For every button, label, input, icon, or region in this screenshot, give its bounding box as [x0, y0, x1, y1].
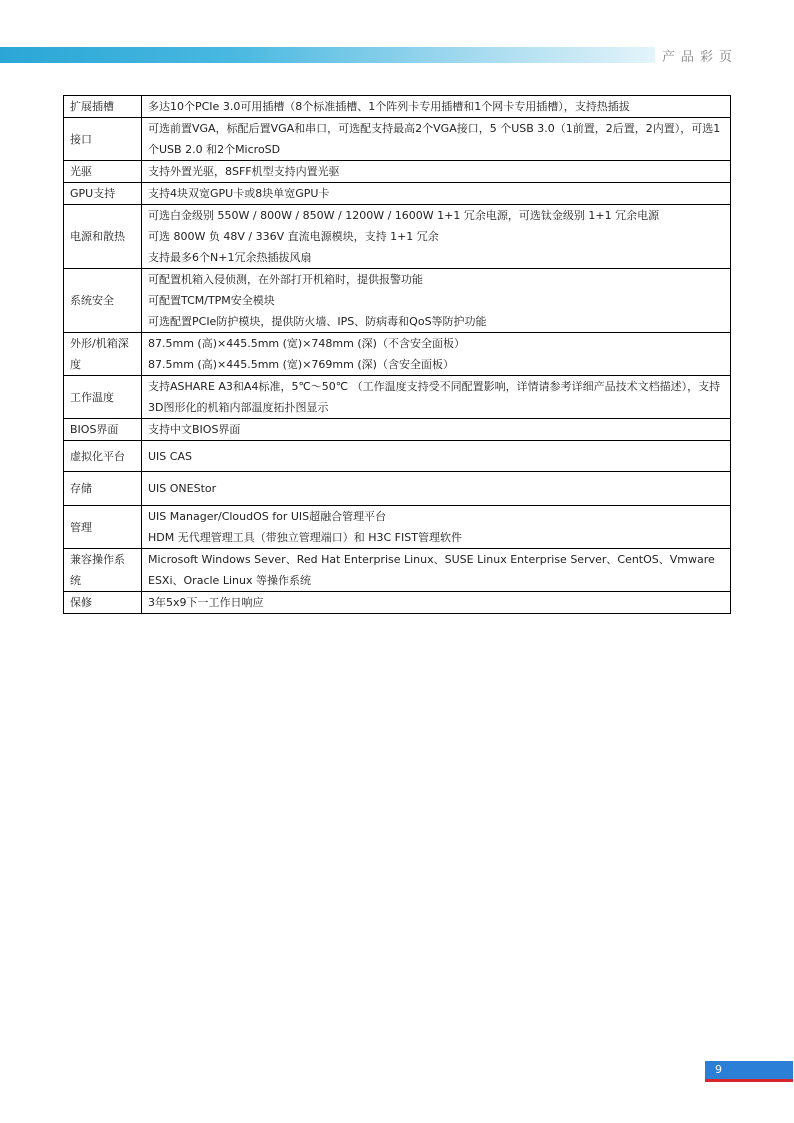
spec-value-line: UIS Manager/CloudOS for UIS超融合管理平台: [148, 510, 387, 523]
spec-value-line: UIS ONEStor: [148, 482, 217, 495]
spec-row: [64, 376, 731, 419]
page-header-title: 产品彩页: [662, 50, 739, 65]
spec-value-line: 支持最多6个N+1冗余热插拔风扇: [148, 251, 312, 264]
spec-label: 存储: [64, 472, 142, 506]
spec-value-line: 可选前置VGA，标配后置VGA和串口，可选配支持最高2个VGA接口，5 个USB 3.0（1前置，2后置，2内置），可选1个USB 2.0 和2个MicroSD: [148, 122, 721, 156]
spec-label: 接口: [64, 118, 142, 161]
spec-value-line: 可配置机箱入侵侦测，在外部打开机箱时，提供报警功能: [148, 273, 423, 286]
spec-value: [142, 376, 731, 419]
spec-value-line: 可选 800W 负 48V / 336V 直流电源模块，支持 1+1 冗余: [148, 230, 439, 243]
spec-row: [64, 506, 731, 549]
header-decor-bar: [0, 47, 655, 63]
spec-label: GPU支持: [64, 183, 142, 205]
spec-value: [142, 118, 731, 161]
spec-label: 兼容操作系统: [64, 549, 142, 592]
page-number-underline: [705, 1079, 793, 1082]
spec-row: [64, 183, 731, 205]
spec-label: 扩展插槽: [64, 96, 142, 118]
spec-row: [64, 269, 731, 333]
spec-label: 系统安全: [64, 269, 142, 333]
spec-value: [142, 419, 731, 441]
spec-row: [64, 161, 731, 183]
spec-value-line: 支持4块双宽GPU卡或8块单宽GPU卡: [148, 187, 330, 200]
spec-value: [142, 441, 731, 472]
spec-value: [142, 472, 731, 506]
spec-value: [142, 161, 731, 183]
spec-row: [64, 549, 731, 592]
spec-label: 虚拟化平台: [64, 441, 142, 472]
spec-value: [142, 183, 731, 205]
spec-value-line: HDM 无代理管理工具（带独立管理端口）和 H3C FIST管理软件: [148, 531, 462, 544]
spec-value-line: 87.5mm (高)×445.5mm (宽)×769mm (深)（含安全面板）: [148, 358, 454, 371]
spec-value-line: 87.5mm (高)×445.5mm (宽)×748mm (深)（不含安全面板）: [148, 337, 465, 350]
spec-label: 保修: [64, 592, 142, 614]
spec-value-line: 支持中文BIOS界面: [148, 423, 241, 436]
spec-row: [64, 333, 731, 376]
spec-value-line: 支持外置光驱，8SFF机型支持内置光驱: [148, 165, 340, 178]
spec-label: BIOS界面: [64, 419, 142, 441]
spec-value: [142, 549, 731, 592]
spec-row: [64, 205, 731, 269]
spec-value: [142, 96, 731, 118]
spec-label: 管理: [64, 506, 142, 549]
spec-row: [64, 441, 731, 472]
spec-row: [64, 472, 731, 506]
page-number: 9: [715, 1063, 722, 1076]
spec-value-line: Microsoft Windows Sever、Red Hat Enterprise Linux、SUSE Linux Enterprise Server、CentOS、Vmware ESXi、Oracle Linux 等操作系统: [148, 553, 715, 587]
spec-row: [64, 419, 731, 441]
spec-label: 工作温度: [64, 376, 142, 419]
spec-value-line: 3年5x9下一工作日响应: [148, 596, 264, 609]
spec-table-body: [64, 96, 731, 614]
spec-label: 电源和散热: [64, 205, 142, 269]
spec-value: [142, 506, 731, 549]
spec-value: [142, 592, 731, 614]
spec-row: [64, 592, 731, 614]
spec-value-line: 支持ASHARE A3和A4标准，5℃～50℃ （工作温度支持受不同配置影响，详情请参考详细产品技术文档描述），支持3D图形化的机箱内部温度拓扑图显示: [148, 380, 721, 414]
spec-table: [63, 95, 731, 614]
spec-label: 光驱: [64, 161, 142, 183]
spec-value: [142, 333, 731, 376]
spec-row: [64, 96, 731, 118]
spec-value-line: 多达10个PCIe 3.0可用插槽（8个标准插槽、1个阵列卡专用插槽和1个网卡专用插槽），支持热插拔: [148, 100, 630, 113]
spec-value-line: 可选配置PCIe防护模块，提供防火墙、IPS、防病毒和QoS等防护功能: [148, 315, 487, 328]
spec-row: [64, 118, 731, 161]
spec-label: 外形/机箱深度: [64, 333, 142, 376]
spec-value-line: 可选白金级别 550W / 800W / 850W / 1200W / 1600W 1+1 冗余电源，可选钛金级别 1+1 冗余电源: [148, 209, 660, 222]
page-number-box: [705, 1061, 793, 1079]
spec-value-line: UIS CAS: [148, 449, 192, 463]
spec-value: [142, 269, 731, 333]
spec-value-line: 可配置TCM/TPM安全模块: [148, 294, 275, 307]
spec-value: [142, 205, 731, 269]
